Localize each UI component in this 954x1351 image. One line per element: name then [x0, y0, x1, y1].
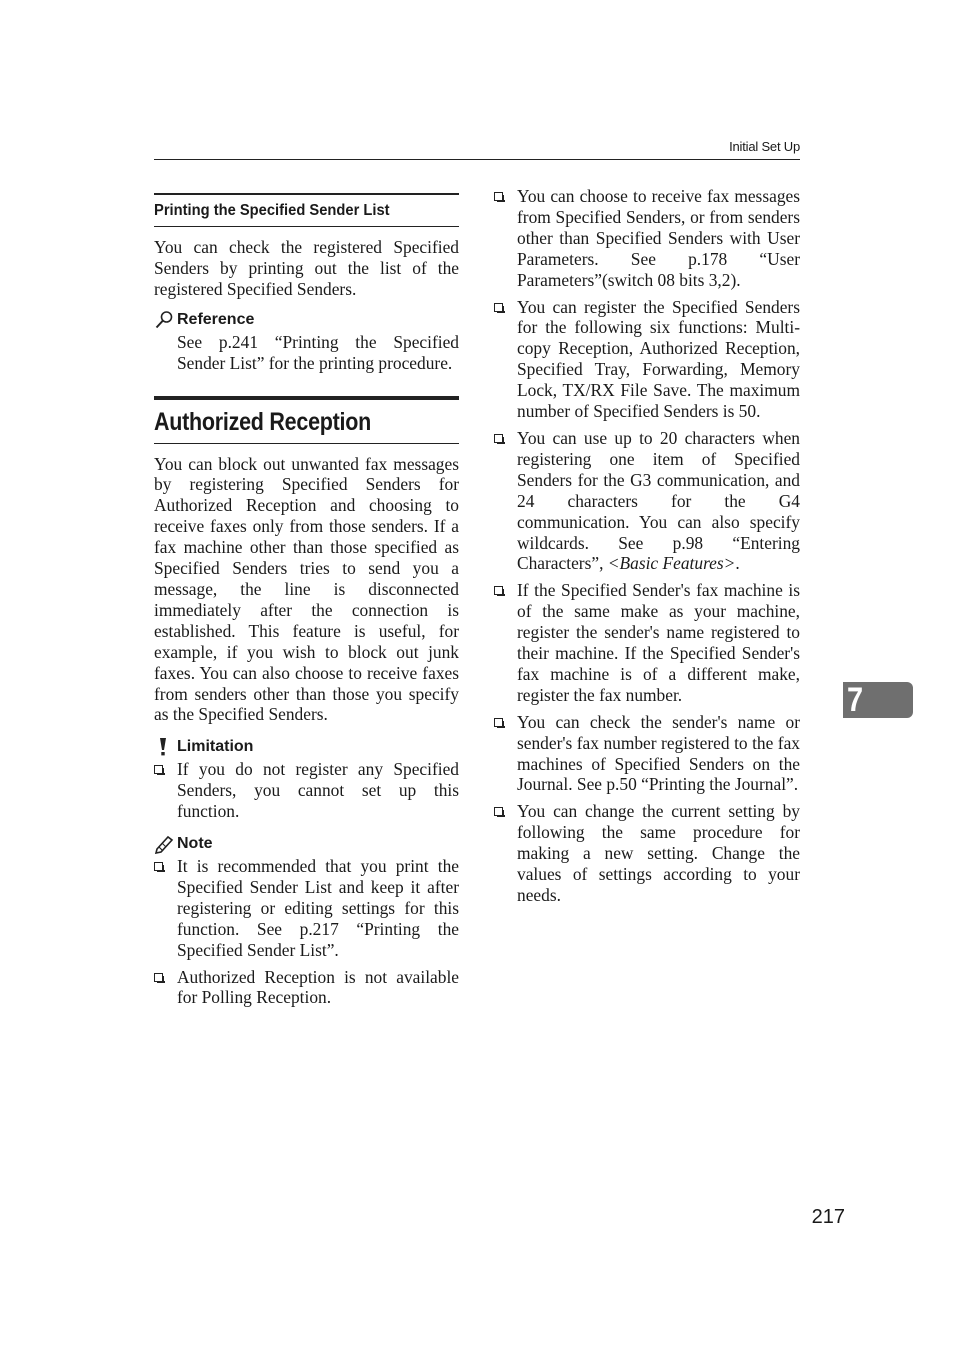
authorized-body: You can block out unwanted fax messages by registering Specified Senders for Authorized Reception and choosing to receive faxes only from those senders. If a fax machine other than those specified as Specified Senders tries to send you a message, the line is disconnected immediately after the connection is established. This feature is useful, for example, if you wish to block out junk faxes. You can also choose to receive faxes from senders other than those you specify as the Specified Senders.: [154, 453, 459, 725]
characters-text: You can use up to 20 characters when registering one item of Specified Senders for the G3 communication, and 24 characters for the G4 communication. You can also specify wildcards. See p.98 “Entering Characters”,: [517, 427, 800, 574]
checkbox-bullet-icon: [494, 807, 503, 816]
limitation-label: Limitation: [177, 738, 254, 756]
checkbox-bullet-icon: [494, 303, 503, 312]
info-item: [494, 580, 800, 705]
info-item: [494, 801, 800, 906]
printing-section-title: Printing the Specified Sender List: [154, 202, 390, 219]
info-item-text: You can register the Specified Senders for the following six functions: Multi-copy Reception, Authorized Reception, Specified Tray, Forwarding, Memory Lock, TX/RX File Save. The maximum number of Specified Senders is 50.: [517, 296, 800, 422]
page-number: 217: [811, 1206, 845, 1228]
authorized-title: Authorized Reception: [154, 407, 372, 436]
info-item-text: You can check the sender's name or sender's fax number registered to the fax machines of Specified Senders on the Journal. See p.50 “Printing the Journal”.: [517, 711, 800, 795]
checkbox-bullet-icon: [494, 434, 503, 443]
checkbox-bullet-icon: [154, 973, 163, 982]
running-header: Initial Set Up: [729, 139, 800, 154]
info-item: [494, 297, 800, 422]
note-item-text: Authorized Reception is not available for Polling Reception.: [177, 966, 459, 1008]
printing-section-heading-box: [154, 193, 459, 227]
info-item: [494, 712, 800, 796]
reference-label: Reference: [177, 310, 255, 328]
note-item: [154, 856, 459, 961]
book-reference: <Basic Features>: [607, 553, 736, 574]
left-column: [154, 193, 459, 1008]
info-item-text: You can choose to receive fax messages from Specified Senders, or from senders other than Specified Senders with User Parameters. See p.178 “User Parameters”(switch 08 bits 3,2).: [517, 186, 800, 290]
info-item-text: You can change the current setting by following the same procedure for making a new setting. Change the values of settings according to your needs.: [517, 801, 800, 905]
header-rule: [154, 159, 800, 160]
info-item-characters: [494, 428, 800, 574]
checkbox-bullet-icon: [494, 192, 503, 201]
limitation-item: [154, 759, 459, 822]
printing-section-body: You can check the registered Specified Senders by printing out the list of the registered Specified Senders.: [154, 237, 459, 299]
chapter-number: 7: [847, 681, 864, 719]
note-label: Note: [177, 835, 213, 853]
magnifier-icon: [154, 310, 174, 330]
note-item: [154, 967, 459, 1009]
checkbox-bullet-icon: [494, 718, 503, 727]
limitation-item-text: If you do not register any Specified Senders, you cannot set up this function.: [177, 759, 459, 822]
authorized-heading-box: [154, 396, 459, 444]
chapter-tab: [843, 682, 913, 718]
checkbox-bullet-icon: [494, 586, 503, 595]
characters-tail: .: [735, 553, 740, 574]
checkbox-bullet-icon: [154, 862, 163, 871]
info-item: [494, 186, 800, 291]
note-heading: [154, 834, 459, 854]
reference-heading: [154, 310, 459, 330]
exclamation-icon: [154, 737, 174, 757]
info-item-text: If the Specified Sender's fax machine is of the same make as your machine, register the sender's name registered to their machine. If the Specified Sender's fax machine is of a different make, register the fax number.: [517, 580, 800, 705]
checkbox-bullet-icon: [154, 765, 163, 774]
info-item-text: [517, 428, 800, 574]
limitation-heading: [154, 737, 459, 757]
reference-text: See p.241 “Printing the Specified Sender List” for the printing procedure.: [177, 331, 459, 373]
pencil-icon: [154, 834, 174, 854]
right-column: [494, 186, 800, 906]
note-item-text: It is recommended that you print the Specified Sender List and keep it after registering or editing settings for this function. See p.217 “Printing the Specified Sender List”.: [177, 856, 459, 960]
